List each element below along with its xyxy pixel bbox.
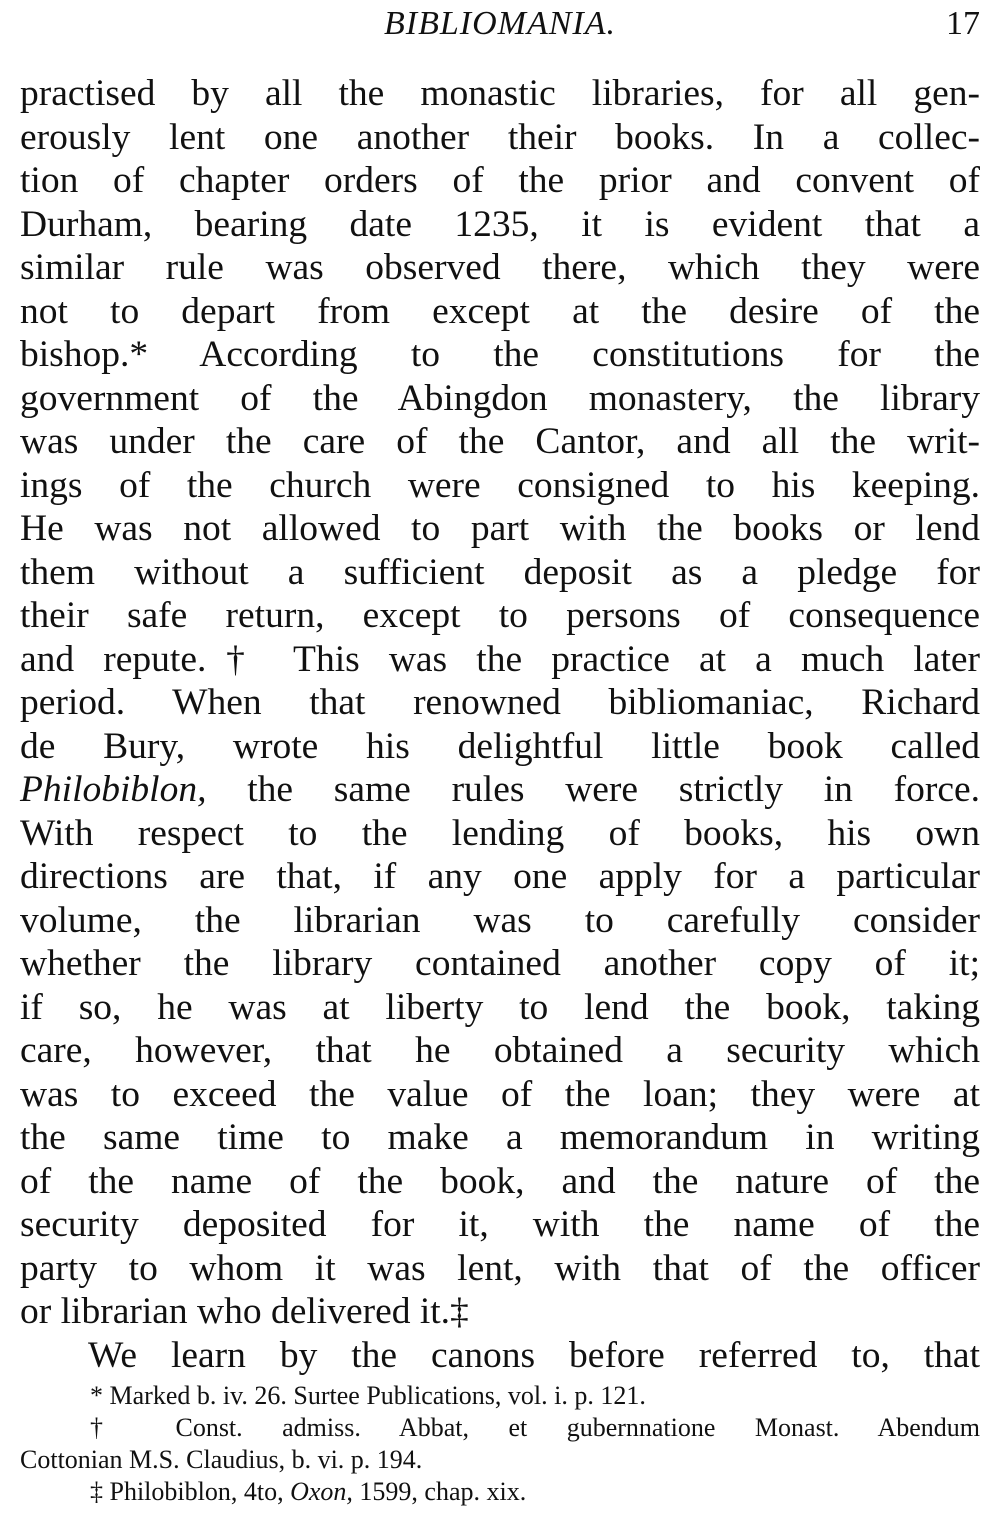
page-header bbox=[20, 4, 980, 44]
text-line: was to exceed the value of the loan; they were at bbox=[20, 1073, 980, 1115]
text-line: or librarian who delivered it.‡ bbox=[20, 1291, 469, 1332]
footnote-text: 1599, chap. xix. bbox=[359, 1477, 527, 1506]
text-line: similar rule was observed there, which they were bbox=[20, 247, 980, 288]
text-line: ings of the church were consigned to his keeping. bbox=[20, 464, 980, 506]
text-line: practised by all the monastic libraries, for all gen- bbox=[20, 73, 980, 114]
text-line: erously lent one another their books. In a collec- bbox=[20, 116, 980, 158]
text-line: and repute.† This was the practice at a much later bbox=[20, 638, 980, 680]
footnote-text: ‡ Philobiblon, 4to, bbox=[90, 1477, 284, 1506]
text-line: Durham, bearing date 1235, it is evident that a bbox=[20, 203, 980, 245]
text-line-rest: the same rules were strictly in force. bbox=[247, 769, 981, 810]
text-line bbox=[20, 768, 980, 812]
text-line: of the name of the book, and the nature of the bbox=[20, 1160, 980, 1202]
text-line: With respect to the lending of books, his own bbox=[20, 812, 980, 854]
footnote-italic: Oxon, bbox=[290, 1477, 353, 1506]
footnotes bbox=[20, 1380, 980, 1508]
text-line: tion of chapter orders of the prior and convent of bbox=[20, 160, 980, 201]
body-text bbox=[20, 72, 980, 1377]
running-title: BIBLIOMANIA. bbox=[383, 5, 616, 42]
text-line: if so, he was at liberty to lend the book, taking bbox=[20, 986, 980, 1028]
text-line: We learn by the canons before referred to, that bbox=[88, 1334, 980, 1376]
text-line: care, however, that he obtained a security which bbox=[20, 1030, 980, 1071]
text-line: the same time to make a memorandum in writing bbox=[20, 1117, 980, 1158]
footnote-line: * Marked b. iv. 26. Surtee Publications, vol. i. p. 121. bbox=[90, 1381, 646, 1410]
text-line: period. When that renowned bibliomaniac, Richard bbox=[20, 682, 980, 723]
text-line: them without a sufficient deposit as a pledge for bbox=[20, 551, 980, 593]
text-line: security deposited for it, with the name of the bbox=[20, 1204, 980, 1245]
footnote-line: Cottonian M.S. Claudius, b. vi. p. 194. bbox=[20, 1445, 423, 1474]
page-number: 17 bbox=[946, 5, 980, 42]
text-line: de Bury, wrote his delightful little book called bbox=[20, 725, 980, 767]
text-line: volume, the librarian was to carefully consider bbox=[20, 899, 980, 941]
footnote-line bbox=[20, 1476, 980, 1508]
text-line: He was not allowed to part with the books or lend bbox=[20, 508, 980, 549]
footnote-line: † Const. admiss. Abbat, et gubernnatione Monast. Abendum bbox=[90, 1413, 980, 1442]
book-title-italic: Philobiblon, bbox=[20, 769, 207, 810]
text-line: party to whom it was lent, with that of the officer bbox=[20, 1247, 980, 1289]
text-line: not to depart from except at the desire of the bbox=[20, 290, 980, 332]
text-line: whether the library contained another copy of it; bbox=[20, 943, 980, 984]
text-line: their safe return, except to persons of consequence bbox=[20, 595, 980, 636]
text-line: was under the care of the Cantor, and all the writ- bbox=[20, 421, 980, 462]
text-line: bishop.* According to the constitutions for the bbox=[20, 334, 980, 375]
text-line: government of the Abingdon monastery, the library bbox=[20, 377, 980, 419]
text-line: directions are that, if any one apply for a particular bbox=[20, 856, 980, 897]
